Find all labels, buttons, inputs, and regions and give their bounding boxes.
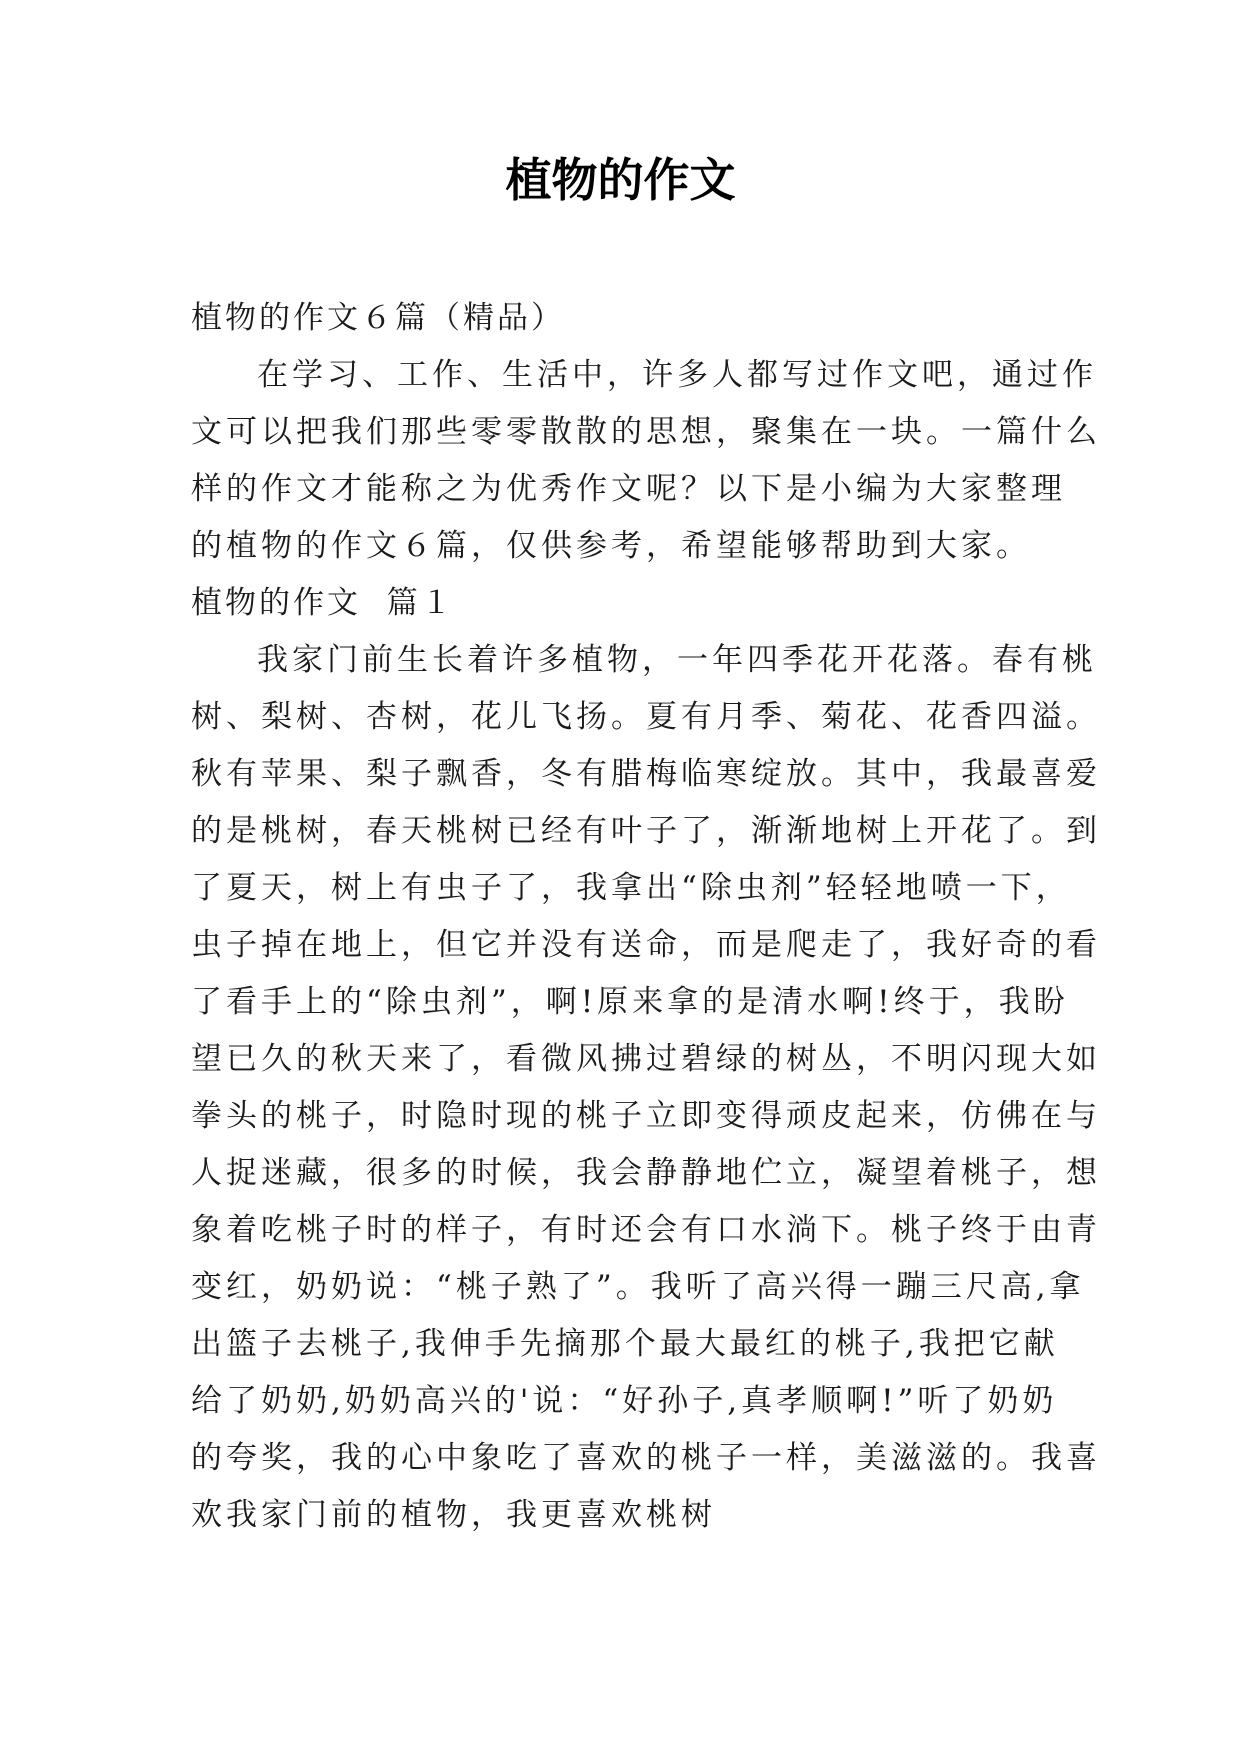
- body-line: 的夸奖，我的心中象吃了喜欢的桃子一样，美滋滋的。我喜: [191, 1440, 1101, 1476]
- body-line: 望已久的秋天来了，看微风拂过碧绿的树丛，不明闪现大如: [191, 1041, 1101, 1077]
- section-heading: 植物的作文 篇１: [191, 585, 455, 621]
- intro-line: 在学习、工作、生活中，许多人都写过作文吧，通过作: [257, 357, 1097, 393]
- body-line: 秋有苹果、梨子飘香，冬有腊梅临寒绽放。其中，我最喜爱: [191, 756, 1101, 792]
- body-line: 虫子掉在地上，但它并没有送命，而是爬走了，我好奇的看: [191, 927, 1101, 963]
- intro-line: 的植物的作文６篇，仅供参考，希望能够帮助到大家。: [191, 528, 1031, 564]
- body-line: 欢我家门前的植物，我更喜欢桃树: [191, 1497, 716, 1533]
- body-line: 给了奶奶,奶奶高兴的'说：“好孙子,真孝顺啊!”听了奶奶: [191, 1383, 1058, 1419]
- body-line: 变红，奶奶说：“桃子熟了”。我听了高兴得一蹦三尺高,拿: [191, 1269, 1085, 1305]
- body-line: 拳头的桃子，时隐时现的桃子立即变得顽皮起来，仿佛在与: [191, 1098, 1101, 1134]
- body-line: 树、梨树、杏树，花儿飞扬。夏有月季、菊花、花香四溢。: [191, 699, 1101, 735]
- intro-line: 样的作文才能称之为优秀作文呢？以下是小编为大家整理: [191, 471, 1066, 507]
- intro-line: 文可以把我们那些零零散散的思想，聚集在一块。一篇什么: [191, 414, 1101, 450]
- body-line: 的是桃树，春天桃树已经有叶子了，渐渐地树上开花了。到: [191, 813, 1101, 849]
- body-line: 人捉迷藏，很多的时候，我会静静地伫立，凝望着桃子，想: [191, 1155, 1101, 1191]
- document-body: [191, 290, 1101, 1544]
- body-line: 出篮子去桃子,我伸手先摘那个最大最红的桃子,我把它献: [191, 1326, 1059, 1362]
- body-line: 我家门前生长着许多植物，一年四季花开花落。春有桃: [257, 642, 1097, 678]
- body-line: 了看手上的“除虫剂”，啊!原来拿的是清水啊!终于，我盼: [191, 984, 1069, 1020]
- document-subtitle: 植物的作文６篇（精品）: [191, 300, 565, 336]
- document-title: 植物的作文: [505, 153, 736, 207]
- body-line: 了夏天，树上有虫子了，我拿出“除虫剂”轻轻地喷一下，: [191, 870, 1071, 906]
- body-line: 象着吃桃子时的样子，有时还会有口水淌下。桃子终于由青: [191, 1212, 1101, 1248]
